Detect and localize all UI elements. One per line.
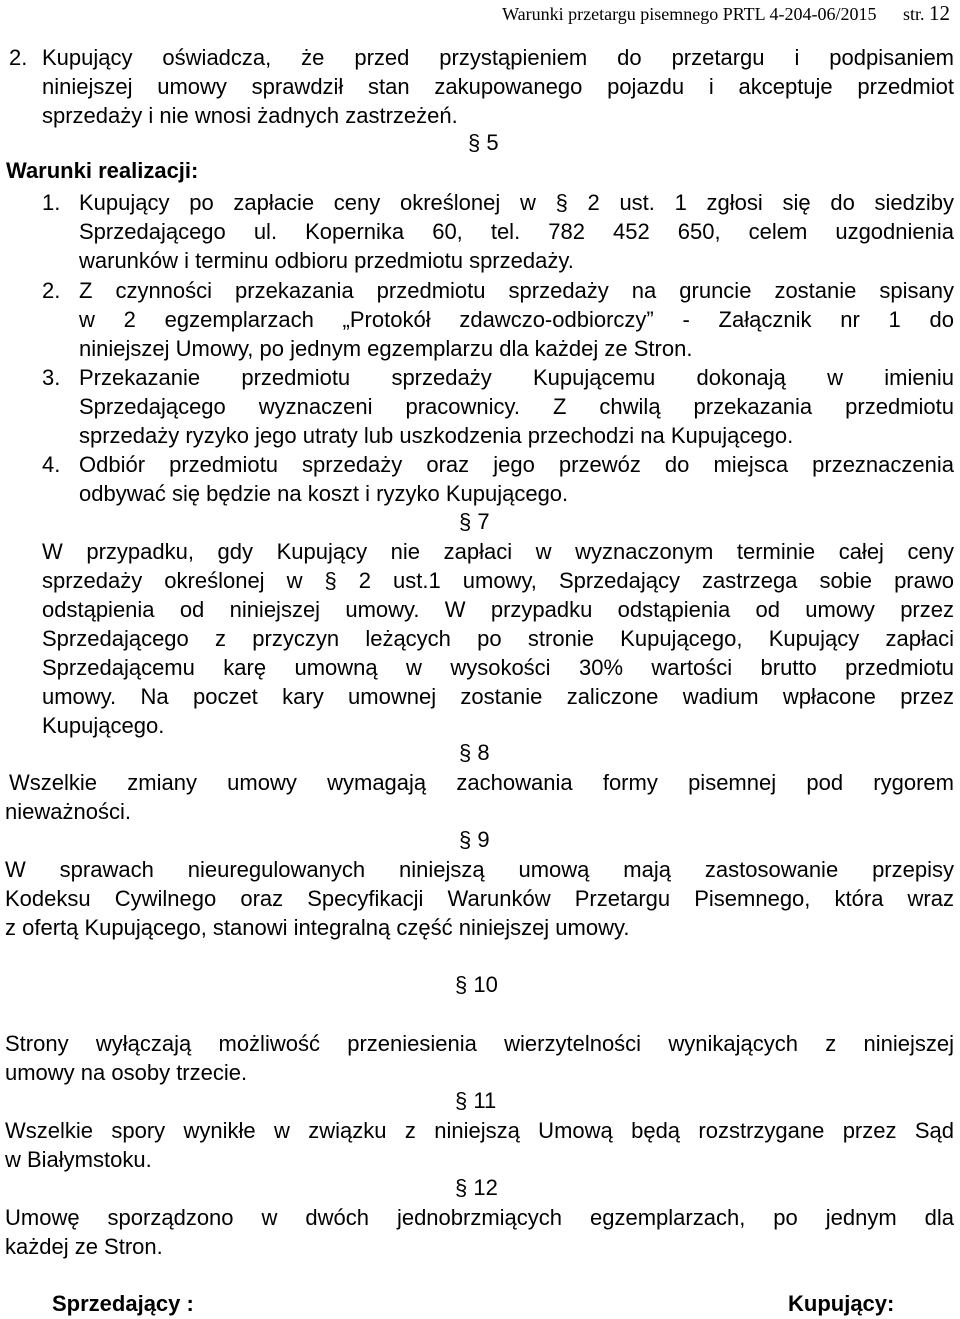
realization-item-4-number: 4. [42, 452, 61, 477]
section-9-line: Kodeksu Cywilnego oraz Specyfikacji Warunków Przetargu Pisemnego, która wraz [5, 886, 954, 911]
section-7-line: W przypadku, gdy Kupujący nie zapłaci w wyznaczonym terminie całej ceny [42, 539, 954, 564]
realization-item-line: sprzedaży ryzyko jego utraty lub uszkodzenia przechodzi na Kupującego. [79, 423, 794, 448]
section-8-line: Wszelkie zmiany umowy wymagają zachowania formy pisemnej pod rygorem [9, 770, 954, 795]
section-7-line: Sprzedającego z przyczyn leżących po stronie Kupującego, Kupujący zapłaci [42, 626, 954, 651]
section-10-paragraph [5, 1029, 954, 1087]
section-11-heading: § 11 [455, 1088, 497, 1113]
page-number-value: 12 [929, 1, 950, 25]
item-2-paragraph [42, 43, 954, 130]
realization-item-line: niniejszej Umowy, po jednym egzemplarzu dla każdej ze Stron. [79, 336, 693, 361]
section-10-heading: § 10 [455, 972, 498, 997]
item-2-line: Kupujący oświadcza, że przed przystąpieniem do przetargu i podpisaniem [42, 45, 954, 70]
section-8-heading: § 8 [459, 740, 490, 765]
section-12-paragraph [5, 1203, 954, 1261]
realization-item-3 [79, 363, 954, 450]
section-7-line: sprzedaży określonej w § 2 ust.1 umowy, Sprzedający zastrzega sobie prawo [42, 568, 954, 593]
section-7-line: odstąpienia od niniejszej umowy. W przypadku odstąpienia od umowy przez [42, 597, 954, 622]
signature-buyer: Kupujący: [788, 1291, 895, 1316]
header-title: Warunki przetargu pisemnego PRTL 4-204-06/2015 [502, 4, 877, 24]
section-5-heading: § 5 [468, 130, 499, 155]
item-2-line: niniejszej umowy sprawdził stan zakupowanego pojazdu i akceptuje przedmiot [42, 74, 954, 99]
section-10-line: Strony wyłączają możliwość przeniesienia wierzytelności wynikających z niniejszej [5, 1031, 954, 1056]
page-number [902, 1, 950, 25]
realization-item-line: w 2 egzemplarzach „Protokół zdawczo-odbiorczy” - Załącznik nr 1 do [79, 307, 954, 332]
section-10-line: umowy na osoby trzecie. [5, 1060, 248, 1085]
signature-seller: Sprzedający : [52, 1291, 194, 1316]
section-12-heading: § 12 [455, 1175, 498, 1200]
realization-item-3-number: 3. [42, 365, 61, 390]
section-11-line: Wszelkie spory wynikłe w związku z niniejszą Umową będą rozstrzygane przez Sąd [5, 1118, 954, 1143]
item-2-line: sprzedaży i nie wnosi żadnych zastrzeżeń. [42, 103, 458, 128]
realization-item-line: Przekazanie przedmiotu sprzedaży Kupującemu dokonają w imieniu [79, 365, 954, 390]
realization-heading: Warunki realizacji: [6, 158, 199, 183]
section-7-line: Sprzedającemu karę umowną w wysokości 30% wartości brutto przedmiotu [42, 655, 954, 680]
realization-item-line: Odbiór przedmiotu sprzedaży oraz jego przewóz do miejsca przeznaczenia [79, 452, 954, 477]
section-7-line: Kupującego. [42, 713, 165, 738]
realization-item-2 [79, 276, 954, 363]
section-9-line: z ofertą Kupującego, stanowi integralną część niniejszej umowy. [5, 915, 630, 940]
section-8-paragraph [5, 768, 954, 826]
realization-item-line: Sprzedającego ul. Kopernika 60, tel. 782 452 650, celem uzgodnienia [79, 219, 954, 244]
section-12-line: każdej ze Stron. [5, 1234, 163, 1259]
section-9-paragraph [5, 855, 954, 942]
realization-item-4 [79, 450, 954, 508]
section-8-line: nieważności. [5, 799, 131, 824]
section-11-line: w Białymstoku. [5, 1147, 152, 1172]
page-header [502, 1, 950, 26]
section-9-heading: § 9 [459, 827, 490, 852]
realization-item-2-number: 2. [42, 278, 61, 303]
section-7-line: umowy. Na poczet kary umownej zostanie zaliczone wadium wpłacone przez [42, 684, 954, 709]
item-2-number: 2. [9, 45, 28, 70]
section-7-heading: § 7 [459, 509, 490, 534]
realization-item-1 [79, 188, 954, 275]
section-7-paragraph [42, 537, 954, 740]
page-label: str. [902, 4, 925, 24]
realization-item-1-number: 1. [42, 190, 61, 215]
realization-item-line: Sprzedającego wyznaczeni pracownicy. Z chwilą przekazania przedmiotu [79, 394, 954, 419]
realization-item-line: Z czynności przekazania przedmiotu sprzedaży na gruncie zostanie spisany [79, 278, 954, 303]
realization-item-line: warunków i terminu odbioru przedmiotu sprzedaży. [79, 248, 574, 273]
section-12-line: Umowę sporządzono w dwóch jednobrzmiących egzemplarzach, po jednym dla [5, 1205, 954, 1230]
realization-item-line: odbywać się będzie na koszt i ryzyko Kupującego. [79, 481, 569, 506]
section-11-paragraph [5, 1116, 954, 1174]
section-9-line: W sprawach nieuregulowanych niniejszą umową mają zastosowanie przepisy [5, 857, 954, 882]
realization-item-line: Kupujący po zapłacie ceny określonej w § 2 ust. 1 zgłosi się do siedziby [79, 190, 954, 215]
